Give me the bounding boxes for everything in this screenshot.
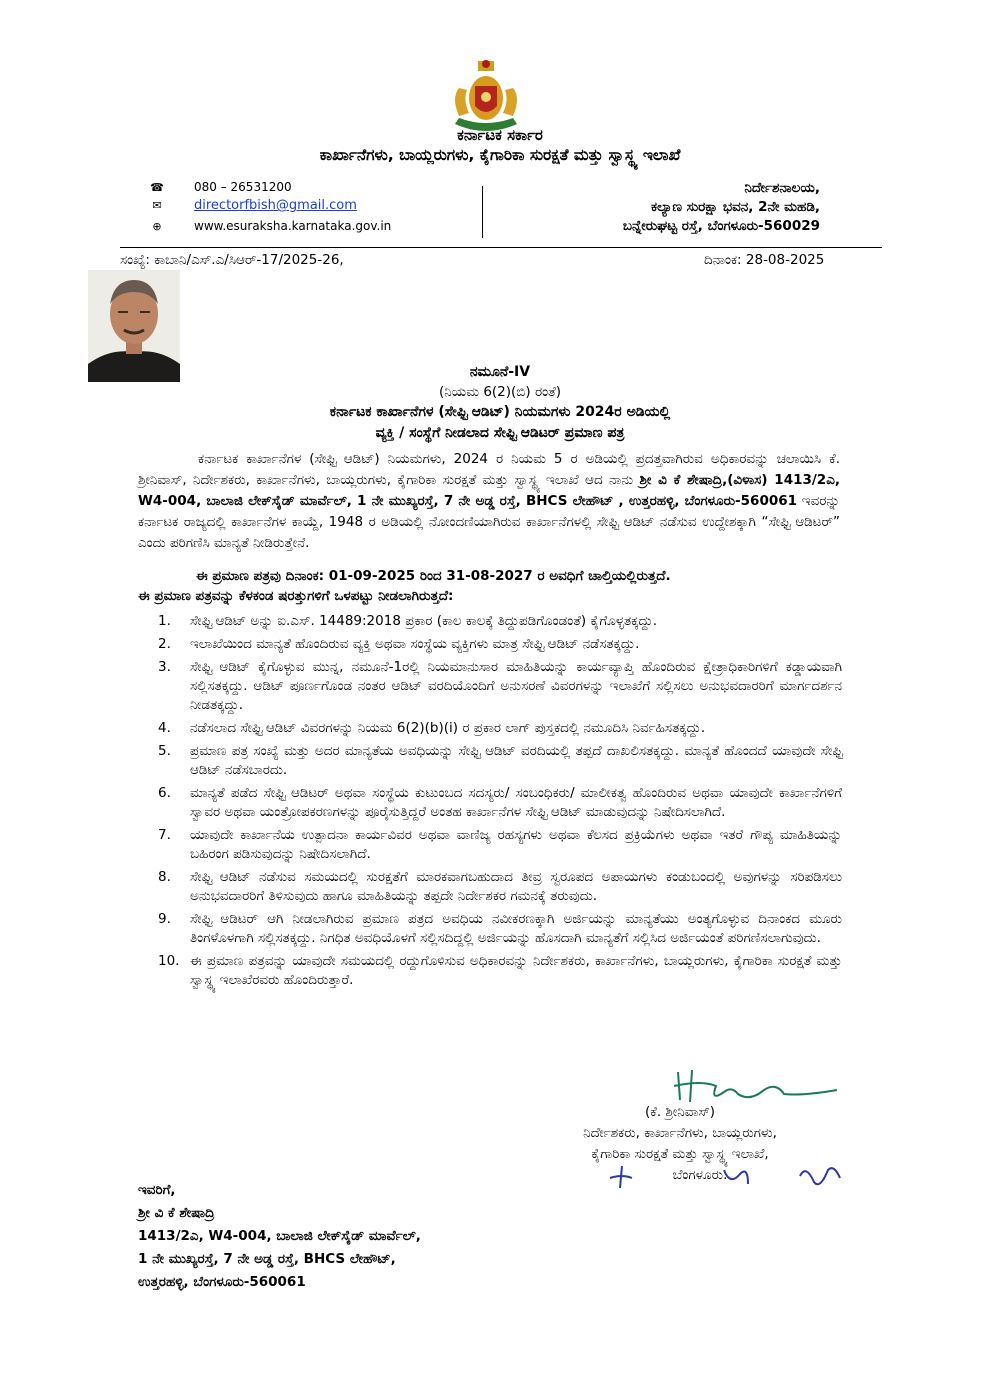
condition-item	[158, 784, 842, 822]
condition-number: 9.	[158, 911, 171, 927]
globe-icon: ⊕	[152, 219, 162, 233]
condition-text: ಪ್ರಮಾಣ ಪತ್ರ ಸಂಖ್ಯೆ ಮತ್ತು ಅದರ ಮಾನ್ಯತೆಯ ಅವಧಿಯನ್ನು ಸೇಫ್ಟಿ ಆಡಿಟ್ ವರದಿಯಲ್ಲಿ ತಪ್ಪದೆ ದಾಖಲಿಸತಕ್ಕದ್ದು. ಮಾನ್ಯತೆ ಹೊಂದದೆ ಯಾವುದೇ ಸೇಫ್ಟಿ ಆಡಿಟ್ ನಡೆಸಬಾರದು.	[190, 743, 842, 778]
form-title: ನಮೂನೆ-IV	[469, 364, 531, 380]
recipient-address-3: ಉತ್ತರಹಳ್ಳಿ, ಬೆಂಗಳೂರು-560061	[138, 1274, 306, 1290]
validity-statement: ಈ ಪ್ರಮಾಣ ಪತ್ರವು ದಿನಾಂಕ: 01-09-2025 ರಿಂದ 31-08-2027 ರ ಅವಧಿಗೆ ಚಾಲ್ತಿಯಲ್ಲಿರುತ್ತದೆ.	[196, 568, 671, 584]
intro-paragraph	[138, 449, 840, 554]
condition-text: ಯಾವುದೇ ಕಾರ್ಖಾನೆಯ ಉತ್ಪಾದನಾ ಕಾರ್ಯವಿವರ ಅಥವಾ ವಾಣಿಜ್ಯ ರಹಸ್ಯಗಳು ಅಥವಾ ಕೆಲಸದ ಪ್ರಕ್ರಿಯೆಗಳು ಅಥವಾ ಇತರೆ ಗೌಪ್ಯ ಮಾಹಿತಿಯನ್ನು ಬಹಿರಂಗ ಪಡಿಸುವುದನ್ನು ನಿಷೇದಿಸಲಾಗಿದೆ.	[190, 827, 842, 862]
recipient-block	[138, 1179, 421, 1294]
government-name: ಕರ್ನಾಟಕ ಸರ್ಕಾರ	[457, 126, 543, 144]
phone-icon: ☎	[150, 180, 164, 194]
signatory-name: (ಕೆ. ಶ್ರೀನಿವಾಸ್)	[644, 1104, 716, 1120]
form-heading-1: ಕರ್ನಾಟಕ ಕಾರ್ಖಾನೆಗಳ (ಸೇಫ್ಟಿ ಆಡಿಟ್) ನಿಯಮಗಳು 2024ರ ಅಡಿಯಲ್ಲಿ	[329, 404, 671, 420]
signatory-title-3: ಬೆಂಗಳೂರು.	[672, 1167, 728, 1183]
condition-number: 5.	[158, 743, 171, 759]
condition-text: ಸೇಫ್ಟಿ ಆಡಿಟ್ ಅನ್ನು ಐ.ಎಸ್. 14489:2018 ಪ್ರಕಾರ (ಕಾಲ ಕಾಲಕ್ಕೆ ತಿದ್ದುಪಡಿಗೊಂಡಂತೆ) ಕೈಗೊಳ್ಳತಕ್ಕದ್ದು.	[190, 613, 658, 629]
reference-number: ಸಂಖ್ಯೆ: ಕಾಬಾನಿ/ಎಸ್.ಎ/ಸಿಆರ್-17/2025-26,	[120, 252, 344, 268]
condition-text: ಸೇಫ್ಟಿ ಆಡಿಟರ್ ಆಗಿ ನೀಡಲಾಗಿರುವ ಪ್ರಮಾಣ ಪತ್ರದ ಅವಧಿಯ ನವೀಕರಣಕ್ಕಾಗಿ ಅರ್ಜಿಯನ್ನು ಮಾನ್ಯತೆಯು ಅಂತ್ಯಗೊಳ್ಳುವ ದಿನಾಂಕದ ಮೂರು ತಿಂಗಳೊಳಗಾಗಿ ಸಲ್ಲಿಸತಕ್ಕದ್ದು. ನಿಗಧಿತ ಅವಧಿಯೊಳಗೆ ಸಲ್ಲಿಸದಿದ್ದಲ್ಲಿ ಅರ್ಜಿಯನ್ನು ಹೊಸದಾಗಿ ಮಾನ್ಯತೆಗೆ ಸಲ್ಲಿಸಿದ ಅರ್ಜಿಯಂತೆ ಪರಿಗಣಿಸಲಾಗುವುದು.	[190, 911, 842, 946]
condition-item	[158, 826, 842, 864]
condition-item	[158, 612, 842, 631]
conditions-title: ಈ ಪ್ರಮಾಣ ಪತ್ರವನ್ನು ಕೆಳಕಂಡ ಷರತ್ತುಗಳಿಗೆ ಒಳಪಟ್ಟು ನೀಡಲಾಗಿರುತ್ತದೆ:	[138, 588, 454, 604]
address-line-3: ಬನ್ನೇರುಘಟ್ಟ ರಸ್ತೆ, ಬೆಂಗಳೂರು-560029	[622, 218, 820, 234]
condition-number: 8.	[158, 869, 171, 885]
email-row	[150, 198, 357, 213]
signatory-title-1: ನಿರ್ದೇಶಕರು, ಕಾರ್ಖಾನೆಗಳು, ಬಾಯ್ಲರುಗಳು,	[583, 1125, 777, 1141]
condition-text: ಈ ಪ್ರಮಾಣ ಪತ್ರವನ್ನು ಯಾವುದೇ ಸಮಯದಲ್ಲಿ ರದ್ದುಗೊಳಿಸುವ ಅಧಿಕಾರವನ್ನು ನಿರ್ದೇಶಕರು, ಕಾರ್ಖಾನೆಗಳು, ಬಾಯ್ಲರುಗಳು, ಕೈಗಾರಿಕಾ ಸುರಕ್ಷತೆ ಮತ್ತು ಸ್ವಾಸ್ಥ್ಯ ಇಲಾಖೆರವರು ಹೊಂದಿರುತ್ತಾರೆ.	[190, 953, 842, 988]
recipient-salutation: ಇವರಿಗೆ,	[138, 1182, 176, 1198]
address-line-1: ನಿರ್ದೇಶನಾಲಯ,	[744, 180, 820, 196]
condition-item	[158, 658, 842, 715]
condition-number: 2.	[158, 636, 171, 652]
intro-text-b: ಇವರನ್ನು ಕರ್ನಾಟಕ ರಾಜ್ಯದಲ್ಲಿ ಕಾರ್ಖಾನೆಗಳ ಕಾಯ್ದೆ, 1948 ರ ಅಡಿಯಲ್ಲಿ ನೋಂದಣಿಯಾಗಿರುವ ಕಾರ್ಖಾನೆಗಳಲ್ಲಿ ಸೇಫ್ಟಿ ಆಡಿಟ್ ನಡೆಸುವ ಉದ್ದೇಶಕ್ಕಾಗಿ “ಸೇಫ್ಟಿ ಆಡಿಟರ್” ಎಂದು ಪರಿಗಣಿಸಿ ಮಾನ್ಯತೆ ನೀಡಿರುತ್ತೇನೆ.	[138, 493, 840, 551]
condition-text: ಸೇಫ್ಟಿ ಆಡಿಟ್ ನಡೆಸುವ ಸಮಯದಲ್ಲಿ ಸುರಕ್ಷತೆಗೆ ಮಾರಕವಾಗಬಹುದಾದ ತೀವ್ರ ಸ್ವರೂಪದ ಅಪಾಯಗಳು ಕಂಡುಬಂದಲ್ಲಿ ಅವುಗಳನ್ನು ಸರಿಪಡಿಸಲು ಅನುಭವದಾರರಿಗೆ ತಿಳಿಸುವುದು ಹಾಗೂ ಮಾಹಿತಿಯನ್ನು ತಪ್ಪದೇ ನಿರ್ದೇಶಕರ ಗಮನಕ್ಕೆ ತರುವುದು.	[190, 869, 842, 904]
department-name: ಕಾರ್ಖಾನೆಗಳು, ಬಾಯ್ಲರುಗಳು, ಕೈಗಾರಿಕಾ ಸುರಕ್ಷತೆ ಮತ್ತು ಸ್ವಾಸ್ಥ್ಯ ಇಲಾಖೆ	[319, 146, 681, 164]
condition-number: 1.	[158, 613, 171, 629]
form-heading-2: ವ್ಯಕ್ತಿ / ಸಂಸ್ಥೆಗೆ ನೀಡಲಾದ ಸೇಫ್ಟಿ ಆಡಿಟರ್ ಪ್ರಮಾಣ ಪತ್ರ	[375, 425, 625, 441]
condition-item	[158, 952, 842, 990]
condition-item	[158, 910, 842, 948]
condition-text: ನಡೆಸಲಾದ ಸೇಫ್ಟಿ ಆಡಿಟ್ ವಿವರಗಳನ್ನು ನಿಯಮ 6(2)(b)(i) ರ ಪ್ರಕಾರ ಲಾಗ್ ಪುಸ್ತಕದಲ್ಲಿ ನಮೂದಿಸಿ ನಿರ್ವಹಿಸತಕ್ಕದ್ದು.	[190, 720, 706, 736]
form-rule: (ನಿಯಮ 6(2)(ಬಿ) ರಂತೆ)	[438, 384, 562, 400]
condition-text: ಸೇಫ್ಟಿ ಆಡಿಟ್ ಕೈಗೊಳ್ಳುವ ಮುನ್ನ, ನಮೂನೆ-1ರಲ್ಲಿ ನಿಯಮಾನುಸಾರ ಮಾಹಿತಿಯನ್ನು ಕಾರ್ಯವ್ಯಾಪ್ತಿ ಹೊಂದಿರುವ ಕ್ಷೇತ್ರಾಧಿಕಾರಿಗಳಿಗೆ ಕಡ್ಡಾಯವಾಗಿ ಸಲ್ಲಿಸತಕ್ಕದ್ದು. ಆಡಿಟ್ ಪೂರ್ಣಗೊಂಡ ನಂತರ ಆಡಿಟ್ ವರದಿಯೊಂದಿಗೆ ಅನುಸರಣೆ ವಿವರಗಳನ್ನು ಇಲಾಖೆಗೆ ಸಲ್ಲಿಸಲು ಅನುಭವದಾರರಿಗೆ ಮಾರ್ಗದರ್ಶನ ನೀಡತಕ್ಕದ್ದು.	[190, 659, 842, 713]
recipient-name: ಶ್ರೀ ವಿ ಕೆ ಶೇಷಾದ್ರಿ	[138, 1205, 215, 1221]
condition-item	[158, 742, 842, 780]
email-link[interactable]: directorfbish@gmail.com	[194, 198, 357, 213]
condition-number: 7.	[158, 827, 171, 843]
address-line-2: ಕಲ್ಯಾಣ ಸುರಕ್ಷಾ ಭವನ, 2ನೇ ಮಹಡಿ,	[650, 199, 820, 215]
conditions-list	[158, 612, 842, 994]
condition-text: ಇಲಾಖೆಯಿಂದ ಮಾನ್ಯತೆ ಹೊಂದಿರುವ ವ್ಯಕ್ತಿ ಅಥವಾ ಸಂಸ್ಥೆಯ ವ್ಯಕ್ತಿಗಳು ಮಾತ್ರ ಸೇಫ್ಟಿ ಆಡಿಟ್ ನಡೆಸತಕ್ಕದ್ದು.	[190, 636, 640, 652]
intro-text-a: ಕರ್ನಾಟಕ ಕಾರ್ಖಾನೆಗಳ (ಸೇಫ್ಟಿ ಆಡಿಟ್) ನಿಯಮಗಳು, 2024 ರ ನಿಯಮ 5 ರ ಅಡಿಯಲ್ಲಿ ಪ್ರದತ್ತವಾಗಿರುವ ಅಧಿಕಾರವನ್ನು ಚಲಾಯಿಸಿ ಕೆ. ಶ್ರೀನಿವಾಸ್, ನಿರ್ದೇಶಕರು, ಕಾರ್ಖಾನೆಗಳು, ಬಾಯ್ಲರುಗಳು, ಕೈಗಾರಿಕಾ ಸುರಕ್ಷತೆ ಮತ್ತು ಸ್ವಾಸ್ಥ್ಯ ಇಲಾಖೆ ಆದ ನಾನು	[138, 451, 840, 488]
phone-row	[150, 180, 292, 194]
header-rule	[120, 247, 882, 248]
condition-item	[158, 719, 842, 738]
recipient-address-2: 1 ನೇ ಮುಖ್ಯರಸ್ತೆ, 7 ನೇ ಅಡ್ಡ ರಸ್ತೆ, BHCS ಲೇಹೌಟ್,	[138, 1251, 396, 1267]
reference-date: ದಿನಾಂಕ: 28-08-2025	[704, 252, 825, 268]
recipient-address-1: 1413/2ಎ, W4-004, ಬಾಲಾಜಿ ಲೇಕ್‌ಸೈಡ್ ಮಾರ್ವೆಲ್,	[138, 1228, 421, 1244]
condition-number: 10.	[158, 953, 180, 969]
website-link[interactable]: www.esuraksha.karnataka.gov.in	[194, 219, 392, 233]
condition-number: 6.	[158, 785, 171, 801]
condition-item	[158, 635, 842, 654]
website-row	[150, 219, 391, 233]
phone-number: 080 – 26531200	[194, 180, 292, 194]
email-icon: ✉	[152, 199, 162, 212]
condition-item	[158, 868, 842, 906]
condition-text: ಮಾನ್ಯತೆ ಪಡೆದ ಸೇಫ್ಟಿ ಆಡಿಟರ್ ಅಥವಾ ಸಂಸ್ಥೆಯ ಕುಟುಂಬದ ಸದಸ್ಯರು/ ಸಂಬಂಧಿಕರು/ ಮಾಲೀಕತ್ವ ಹೊಂದಿರುವ ಅಥವಾ ಯಾವುದೇ ಕಾರ್ಖಾನೆಗಳಿಗೆ ಸ್ವಾವರ ಅಥವಾ ಯಂತ್ರೋಪಕರಣಗಳನ್ನು ಪೂರೈಸುತ್ತಿದ್ದರೆ ಅಂತಹ ಕಾರ್ಖಾನೆಗಳ ಸೇಫ್ಟಿ ಆಡಿಟ್ ಮಾಡುವುದನ್ನು ನಿಷೇದಿಸಲಾಗಿದೆ.	[190, 785, 842, 820]
header-divider	[482, 186, 483, 238]
condition-number: 4.	[158, 720, 171, 736]
condition-number: 3.	[158, 659, 171, 675]
auditor-name-address: ಶ್ರೀ ವಿ ಕೆ ಶೇಷಾದ್ರಿ,(ವಿಳಾಸ) 1413/2ಎ, W4-004, ಬಾಲಾಜಿ ಲೇಕ್‌ಸೈಡ್ ಮಾರ್ವೆಲ್, 1 ನೇ ಮುಖ್ಯರಸ್ತೆ, 7 ನೇ ಅಡ್ಡ ರಸ್ತೆ, BHCS ಲೇಹೌಟ್ , ಉತ್ತರಹಳ್ಳಿ, ಬೆಂಗಳೂರು-560061	[138, 472, 840, 509]
initials-signature	[608, 1160, 848, 1196]
signatory-title-2: ಕೈಗಾರಿಕಾ ಸುರಕ್ಷತೆ ಮತ್ತು ಸ್ವಾಸ್ಥ್ಯ ಇಲಾಖೆ,	[591, 1146, 769, 1162]
